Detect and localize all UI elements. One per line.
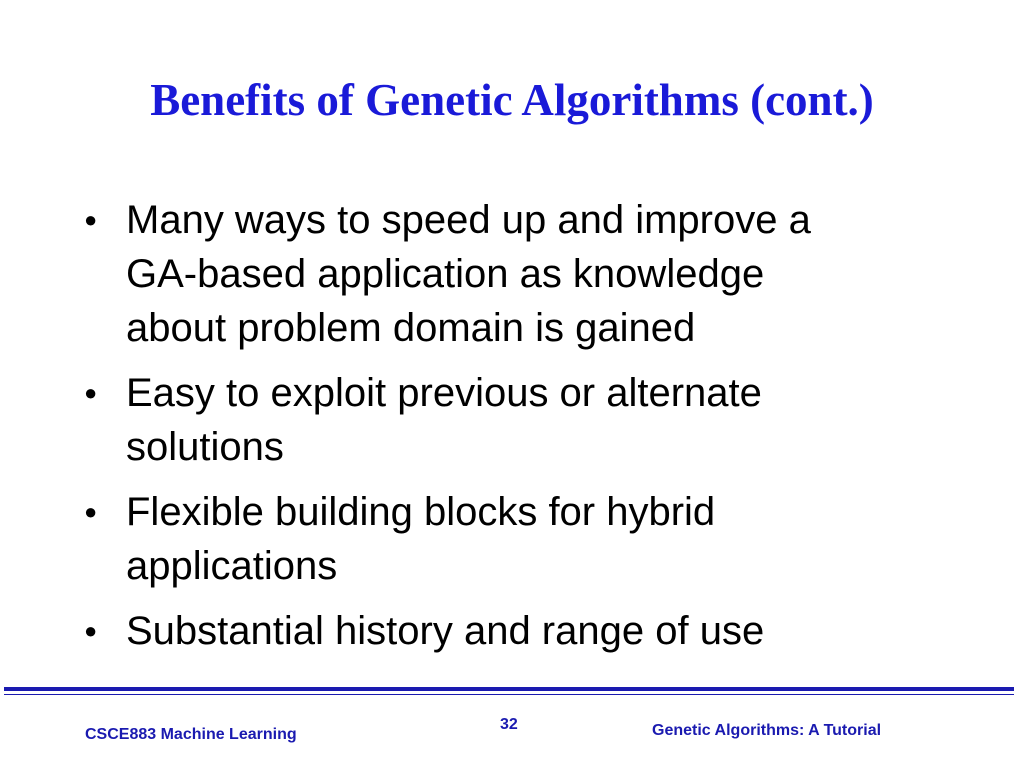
footer-page-number: 32 — [500, 716, 518, 733]
bullet-text: Many ways to speed up and improve a GA-based application as knowledge about problem domain is gained — [126, 198, 811, 350]
footer-divider-thick — [4, 687, 1014, 691]
bullet-text: Easy to exploit previous or alternate solutions — [126, 371, 762, 469]
footer-divider-thin — [4, 694, 1014, 695]
bullet-dot-icon: ● — [84, 618, 98, 643]
bullet-text: Flexible building blocks for hybrid applications — [126, 490, 716, 588]
footer-course: CSCE883 Machine Learning — [85, 726, 297, 743]
bullet-dot-icon: ● — [84, 380, 98, 405]
bullet-text: Substantial history and range of use — [126, 609, 765, 653]
bullet-dot-icon: ● — [84, 499, 98, 524]
slide-title: Benefits of Genetic Algorithms (cont.) — [150, 75, 874, 125]
bullet-item — [84, 193, 944, 355]
bullet-dot-icon: ● — [84, 207, 98, 232]
footer-topic: Genetic Algorithms: A Tutorial — [652, 722, 882, 739]
bullet-list — [84, 193, 944, 669]
bullet-item — [84, 485, 944, 593]
bullet-item — [84, 604, 944, 658]
bullet-item — [84, 366, 944, 474]
